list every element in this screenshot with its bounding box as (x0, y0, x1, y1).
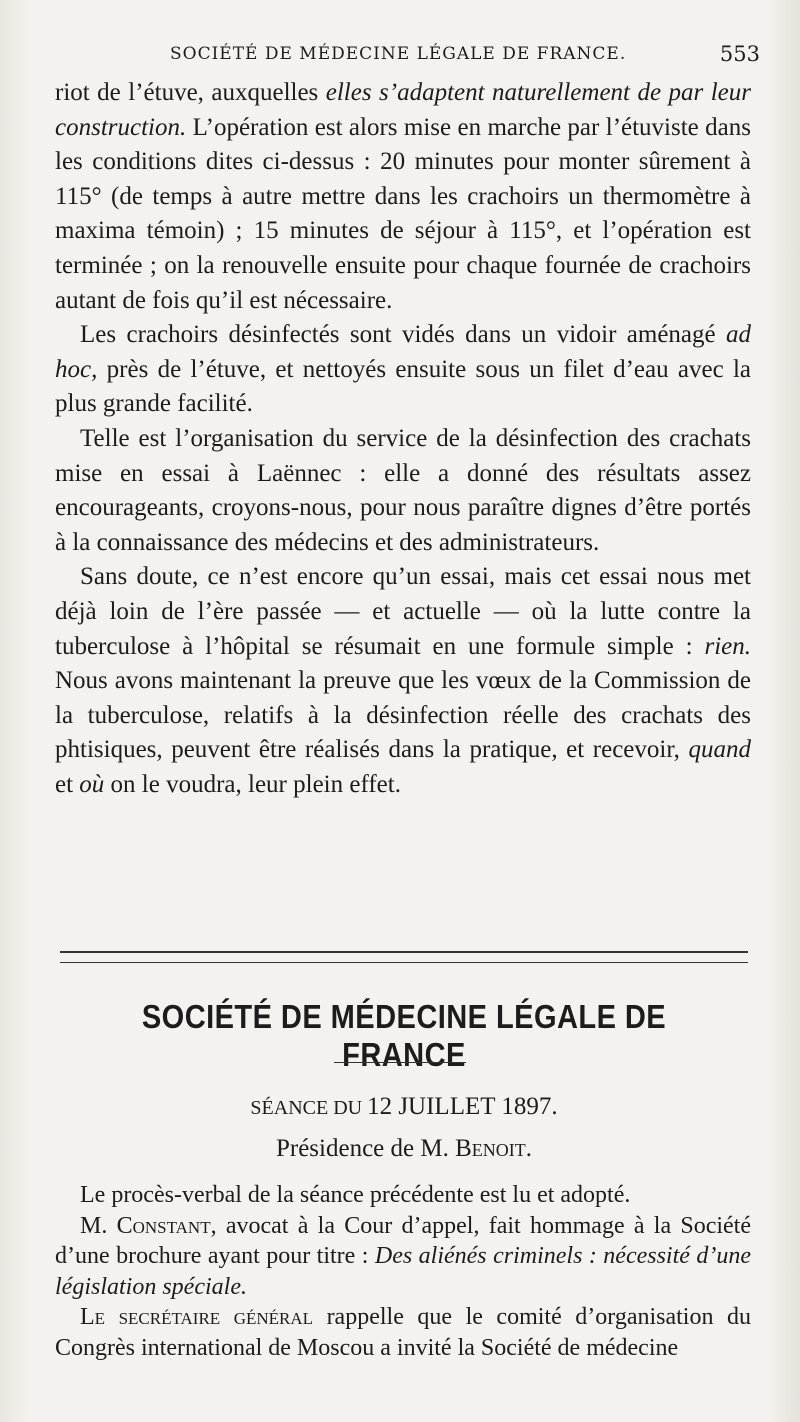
paragraph: Telle est l’organisation du service de la désinfection des crachats mise en essai à Laënnec : elle a donné des résultats assez encourageants, croyons-nous, pour nous paraître dignes d’être portés à la connaissance des médecins et des administrateurs. (55, 424, 751, 556)
text-run: Les crachoirs désinfectés sont vidés dans un vidoir aménagé (80, 321, 726, 349)
paragraph (55, 1211, 751, 1303)
session-date (60, 1093, 748, 1121)
title-rule (334, 1062, 466, 1063)
text-run: avocat à la Cour d’appel, fait hommage à la Société d’une brochure ayant pour titre : (55, 1212, 752, 1269)
text-run: Sans doute, ce n’est encore qu’un essai, mais cet essai nous met déjà loin de l’ère passée — et actuelle — où la lutte contre la tuberculose à l’hôpital se résumait en une formule simple : (55, 563, 751, 660)
paragraph (55, 1302, 751, 1363)
text-run: L’opération est alors mise en marche par l’étuviste dans les conditions dites ci-dessus : 20 minutes pour monter sûrement à 115° (de temps à autre mettre dans les crachoirs un thermomètre à maxima témoin) ; 15 minutes de séjour à 115°, et l’opération est terminée ; on la renouvelle ensuite pour chaque fournée de crachoirs autant de fois qu’il est nécessaire. (55, 113, 751, 314)
italic-text: rien. (704, 632, 751, 660)
article-text (55, 76, 751, 802)
text-run: Nous avons maintenant la preuve que les vœux de la Commission de la tuberculose, relatifs à la désinfection réelle des crachats des phtisiques, peuvent être réalisés dans la pratique, et recevoir, (55, 667, 751, 764)
italic-text: ad hoc, (55, 321, 751, 383)
presidency-line (60, 1135, 748, 1163)
text-run: près de l’étuve, et nettoyés ensuite sous un filet d’eau avec la plus grande facilité. (55, 355, 751, 418)
president-name: Benoit. (455, 1135, 533, 1162)
italic-text: Des aliénés criminels : nécessité d’une législation spéciale. (55, 1243, 752, 1300)
paragraph (55, 76, 751, 318)
session-prefix: SÉANCE DU (250, 1097, 368, 1119)
text-run: et (55, 770, 80, 798)
text-run: on le voudra, leur plein effet. (104, 770, 401, 798)
italic-text: où (79, 770, 105, 798)
text-run: riot de l’étuve, auxquelles (55, 79, 326, 106)
person-name: M. Constant, (80, 1212, 217, 1239)
italic-text: elles s’adaptent naturellement de par leur construction. (55, 79, 751, 141)
italic-text: quand (688, 736, 751, 764)
paragraph: Le procès-verbal de la séance précédente est lu et adopté. (80, 1182, 631, 1208)
paragraph (55, 318, 751, 422)
text-run: rappelle que le comité d’organisation du Congrès international de Moscou a invité la Société de médecine (55, 1304, 752, 1361)
section-divider (60, 951, 748, 963)
running-title: SOCIÉTÉ DE MÉDECINE LÉGALE DE FRANCE. (170, 44, 627, 64)
section-title: SOCIÉTÉ DE MÉDECINE LÉGALE DE FRANCE (141, 998, 667, 1073)
session-date-value: 12 JUILLET 1897. (367, 1093, 558, 1120)
running-header (170, 44, 760, 64)
role-name: Le secrétaire général (80, 1304, 314, 1330)
paragraph (55, 560, 751, 802)
page-number: 553 (719, 42, 760, 66)
presidency-prefix: Présidence de M. (275, 1135, 456, 1162)
minutes-text (55, 1180, 751, 1363)
